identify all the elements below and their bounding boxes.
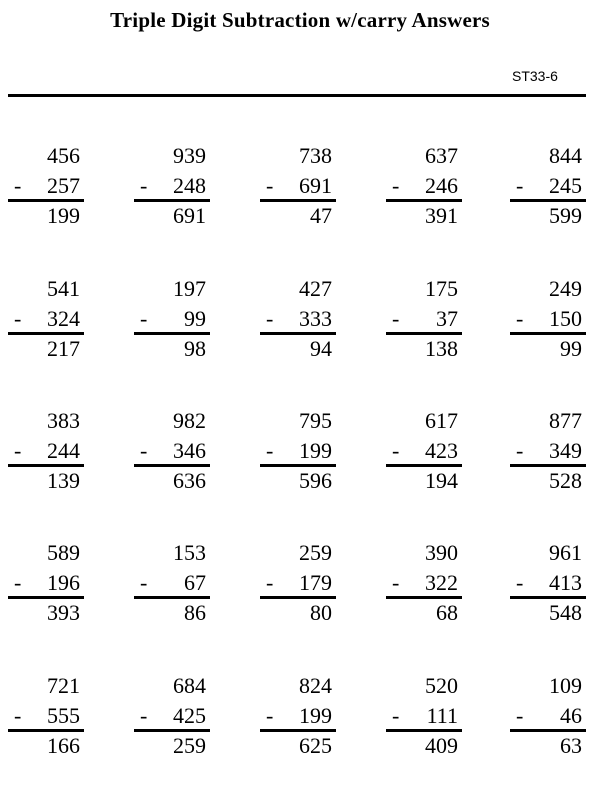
minuend: 738 — [299, 143, 332, 168]
minus-sign: - — [516, 570, 524, 595]
minuend: 383 — [47, 408, 80, 433]
subtrahend: 425 — [173, 703, 206, 728]
minus-sign: - — [266, 306, 274, 331]
problem-4-2 — [134, 538, 210, 660]
minuend: 589 — [47, 540, 80, 565]
minus-sign: - — [140, 703, 148, 728]
worksheet-title: Triple Digit Subtraction w/carry Answers — [110, 8, 490, 32]
minuend: 877 — [549, 408, 582, 433]
minuend: 259 — [299, 540, 332, 565]
subtrahend: 196 — [47, 570, 80, 595]
minuend: 961 — [549, 540, 582, 565]
problem-1-1 — [8, 141, 84, 263]
minuend: 982 — [173, 408, 206, 433]
subtrahend: 67 — [184, 570, 206, 595]
answer: 409 — [425, 733, 458, 758]
minus-sign: - — [14, 306, 22, 331]
problem-5-1 — [8, 671, 84, 793]
answer: 599 — [549, 203, 582, 228]
minuend: 456 — [47, 143, 80, 168]
answer: 98 — [184, 336, 206, 361]
answer: 217 — [47, 336, 80, 361]
problem-2-3 — [260, 274, 336, 396]
problem-4-3 — [260, 538, 336, 660]
problem-5-4 — [386, 671, 462, 793]
problem-1-4 — [386, 141, 462, 263]
problem-3-2 — [134, 406, 210, 528]
minuend: 721 — [47, 673, 80, 698]
problem-3-4 — [386, 406, 462, 528]
problem-3-1 — [8, 406, 84, 528]
subtrahend: 111 — [426, 703, 458, 728]
answer: 636 — [173, 468, 206, 493]
minuend: 939 — [173, 143, 206, 168]
minus-sign: - — [14, 570, 22, 595]
minus-sign: - — [392, 570, 400, 595]
problem-4-4 — [386, 538, 462, 660]
problem-5-3 — [260, 671, 336, 793]
minus-sign: - — [516, 173, 524, 198]
subtrahend: 199 — [299, 438, 332, 463]
answer: 166 — [47, 733, 80, 758]
subtrahend: 248 — [173, 173, 206, 198]
minus-sign: - — [266, 173, 274, 198]
subtrahend: 257 — [47, 173, 80, 198]
answer: 259 — [173, 733, 206, 758]
minus-sign: - — [266, 438, 274, 463]
worksheet-code: ST33-6 — [512, 68, 558, 84]
minus-sign: - — [140, 173, 148, 198]
minus-sign: - — [516, 438, 524, 463]
subtrahend: 349 — [549, 438, 582, 463]
minus-sign: - — [392, 173, 400, 198]
answer: 199 — [47, 203, 80, 228]
answer: 80 — [310, 600, 332, 625]
answer: 548 — [549, 600, 582, 625]
answer: 63 — [560, 733, 582, 758]
minus-sign: - — [140, 570, 148, 595]
minuend: 197 — [173, 276, 206, 301]
answer: 596 — [299, 468, 332, 493]
answer: 68 — [436, 600, 458, 625]
minuend: 844 — [549, 143, 582, 168]
subtrahend: 246 — [425, 173, 458, 198]
minus-sign: - — [266, 570, 274, 595]
answer: 393 — [47, 600, 80, 625]
subtrahend: 322 — [425, 570, 458, 595]
problem-1-5 — [510, 141, 586, 263]
minuend: 617 — [425, 408, 458, 433]
minuend: 637 — [425, 143, 458, 168]
problem-3-5 — [510, 406, 586, 528]
answer: 94 — [310, 336, 332, 361]
minus-sign: - — [392, 306, 400, 331]
minuend: 175 — [425, 276, 458, 301]
minus-sign: - — [516, 703, 524, 728]
answer: 139 — [47, 468, 80, 493]
minuend: 153 — [173, 540, 206, 565]
minus-sign: - — [392, 703, 400, 728]
subtrahend: 691 — [299, 173, 332, 198]
minus-sign: - — [266, 703, 274, 728]
problem-5-2 — [134, 671, 210, 793]
answer: 47 — [310, 203, 332, 228]
minuend: 684 — [173, 673, 206, 698]
minus-sign: - — [392, 438, 400, 463]
subtrahend: 413 — [549, 570, 582, 595]
minuend: 824 — [299, 673, 332, 698]
subtrahend: 244 — [47, 438, 80, 463]
answer: 391 — [425, 203, 458, 228]
subtrahend: 423 — [425, 438, 458, 463]
minuend: 427 — [299, 276, 332, 301]
minuend: 795 — [299, 408, 332, 433]
minuend: 249 — [549, 276, 582, 301]
answer: 194 — [425, 468, 458, 493]
problem-1-2 — [134, 141, 210, 263]
minuend: 109 — [549, 673, 582, 698]
subtrahend: 179 — [299, 570, 332, 595]
subtrahend: 99 — [184, 306, 206, 331]
subtrahend: 324 — [47, 306, 80, 331]
minuend: 390 — [425, 540, 458, 565]
problem-2-2 — [134, 274, 210, 396]
minus-sign: - — [140, 438, 148, 463]
minuend: 520 — [425, 673, 458, 698]
minus-sign: - — [516, 306, 524, 331]
problem-2-4 — [386, 274, 462, 396]
problem-3-3 — [260, 406, 336, 528]
subtrahend: 199 — [299, 703, 332, 728]
minus-sign: - — [14, 703, 22, 728]
answer: 99 — [560, 336, 582, 361]
minuend: 541 — [47, 276, 80, 301]
subtrahend: 150 — [549, 306, 582, 331]
subtrahend: 245 — [549, 173, 582, 198]
subtrahend: 37 — [436, 306, 458, 331]
minus-sign: - — [14, 438, 22, 463]
answer: 625 — [299, 733, 332, 758]
problem-4-5 — [510, 538, 586, 660]
answer: 691 — [173, 203, 206, 228]
problem-2-1 — [8, 274, 84, 396]
problem-4-1 — [8, 538, 84, 660]
answer: 528 — [549, 468, 582, 493]
subtrahend: 46 — [560, 703, 582, 728]
minus-sign: - — [14, 173, 22, 198]
problem-2-5 — [510, 274, 586, 396]
problem-5-5 — [510, 671, 586, 793]
subtrahend: 346 — [173, 438, 206, 463]
answer: 138 — [425, 336, 458, 361]
answer: 86 — [184, 600, 206, 625]
problem-1-3 — [260, 141, 336, 263]
subtrahend: 555 — [47, 703, 80, 728]
subtrahend: 333 — [299, 306, 332, 331]
minus-sign: - — [140, 306, 148, 331]
